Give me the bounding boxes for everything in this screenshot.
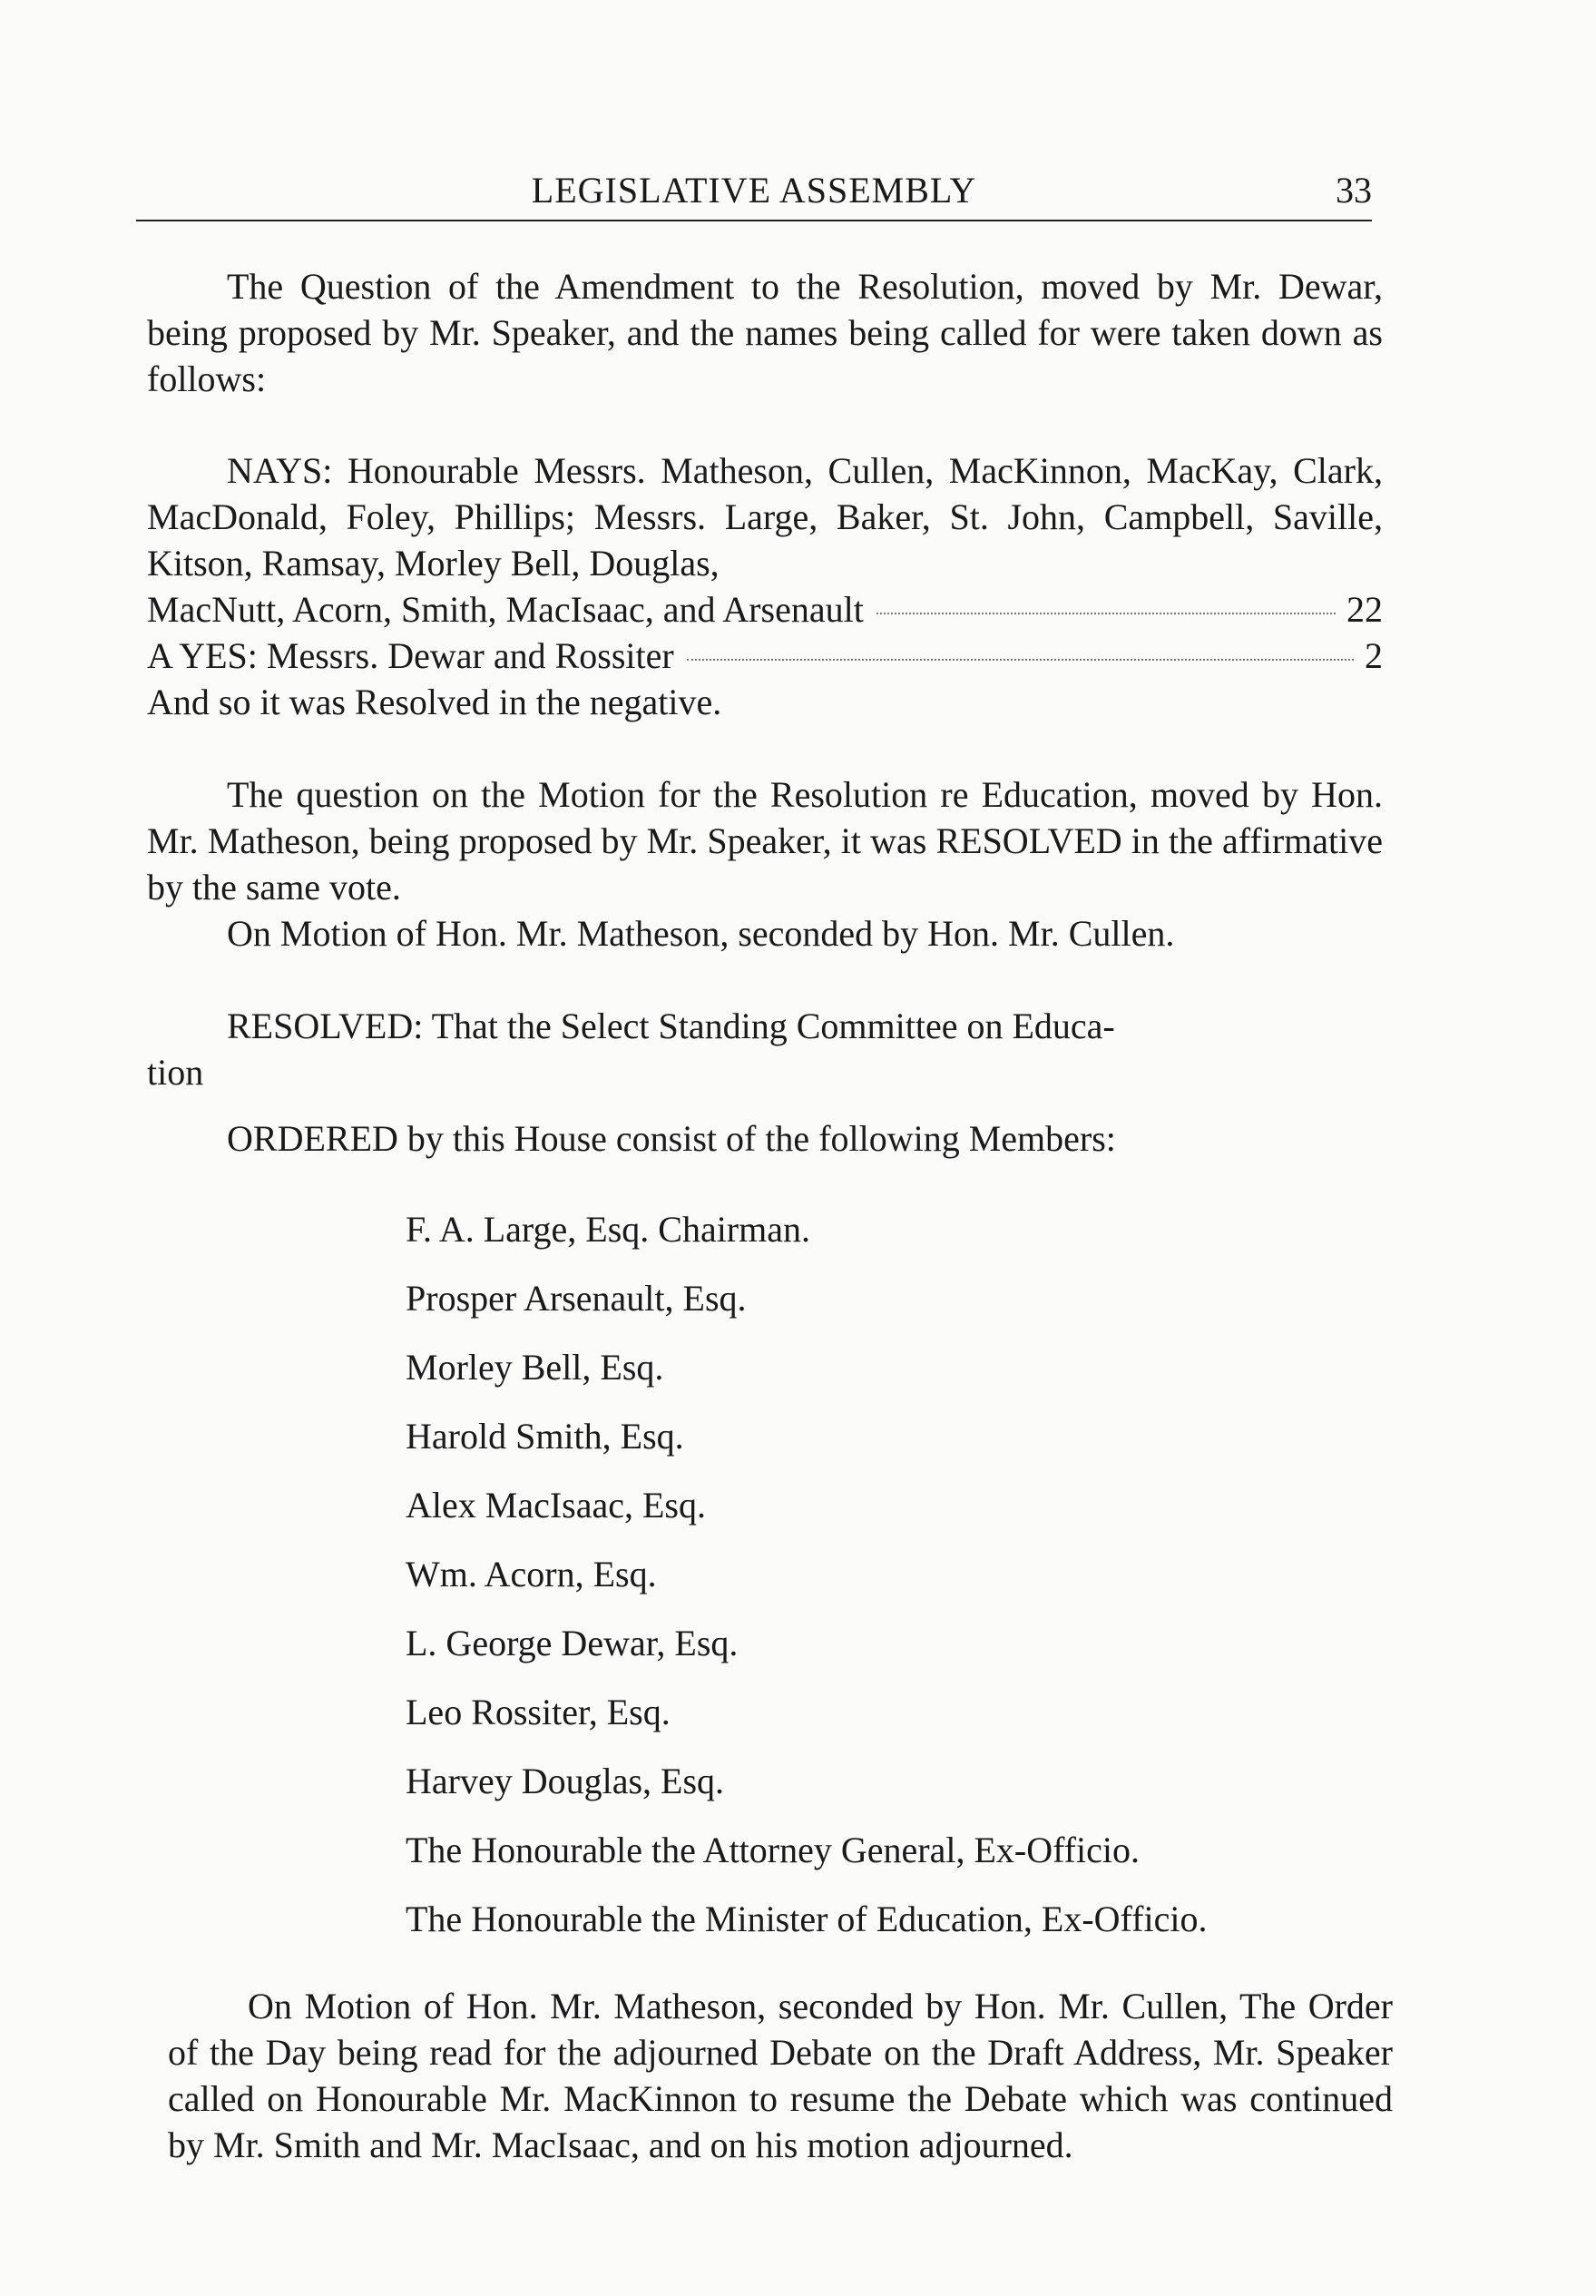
resolved-line-continuation: tion: [147, 1052, 204, 1093]
member-list-item: F. A. Large, Esq. Chairman.: [406, 1209, 810, 1250]
running-title: LEGISLATIVE ASSEMBLY: [531, 170, 977, 211]
nays-total-row: [147, 586, 1383, 633]
member-list-item: Wm. Acorn, Esq.: [406, 1554, 657, 1594]
yeas-row: [147, 633, 1383, 679]
header-rule: [136, 220, 1372, 221]
education-motion-paragraph: The question on the Motion for the Resolution re Education, moved by Hon. Mr. Matheson, being proposed by Mr. Speaker, it was RESOLVED in the affirmative by the same vote.: [147, 774, 1383, 908]
dot-leader: [687, 659, 1354, 661]
page-header: [136, 169, 1372, 223]
member-list-item: Morley Bell, Esq.: [406, 1347, 664, 1388]
ordered-line: ORDERED by this House consist of the following Members:: [227, 1118, 1116, 1159]
page-number: 33: [1336, 170, 1372, 211]
member-list-item: The Honourable the Attorney General, Ex-Officio.: [406, 1830, 1140, 1870]
member-list-item: Leo Rossiter, Esq.: [406, 1692, 671, 1732]
negative-resolution-line: And so it was Resolved in the negative.: [147, 682, 722, 722]
yeas-count: 2: [1365, 635, 1383, 676]
member-list-item: Harold Smith, Esq.: [406, 1416, 684, 1457]
member-list-item: The Honourable the Minister of Education, Ex-Officio.: [406, 1899, 1208, 1939]
motion-seconded-line: On Motion of Hon. Mr. Matheson, seconded by Hon. Mr. Cullen.: [227, 913, 1175, 954]
nays-paragraph: NAYS: Honourable Messrs. Matheson, Cullen, MacKinnon, MacKay, Clark, MacDonald, Foley, Phillips; Messrs. Large, Baker, St. John, Campbell, Saville, Kitson, Ramsay, Morley Bell, Douglas,: [147, 450, 1383, 584]
dot-leader: [876, 613, 1336, 614]
nays-last-line: MacNutt, Acorn, Smith, MacIsaac, and Arsenault: [147, 589, 864, 630]
member-list-item: Prosper Arsenault, Esq.: [406, 1278, 747, 1319]
member-list-item: Alex MacIsaac, Esq.: [406, 1485, 706, 1526]
yeas-text: A YES: Messrs. Dewar and Rossiter: [147, 635, 674, 676]
amendment-question-paragraph: The Question of the Amendment to the Resolution, moved by Mr. Dewar, being proposed by Mr. Speaker, and the names being called for were taken down as follows:: [147, 266, 1383, 399]
resolved-line: RESOLVED: That the Select Standing Committee on Educa-: [227, 1006, 1115, 1046]
member-list-item: Harvey Douglas, Esq.: [406, 1761, 725, 1801]
member-list-item: L. George Dewar, Esq.: [406, 1623, 739, 1663]
nays-count: 22: [1346, 589, 1383, 630]
adjourned-debate-paragraph: On Motion of Hon. Mr. Matheson, seconded by Hon. Mr. Cullen, The Order of the Day being read for the adjourned Debate on the Draft Address, Mr. Speaker called on Honourable Mr. MacKinnon to resume the Debate which was continued by Mr. Smith and Mr. MacIsaac, and on his motion adjourned.: [168, 1986, 1393, 2165]
